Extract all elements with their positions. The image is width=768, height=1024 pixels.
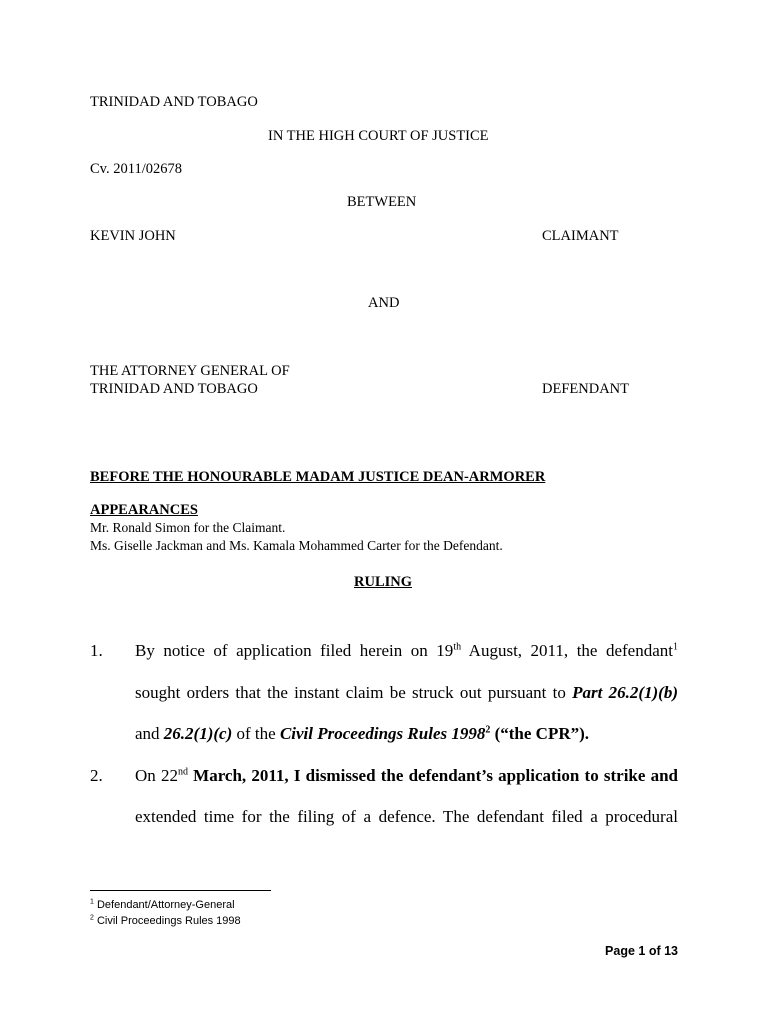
judge-heading: BEFORE THE HONOURABLE MADAM JUSTICE DEAN-ARMORER (90, 469, 546, 485)
ordinal-suffix: nd (177, 766, 188, 778)
text-run: August, 2011, the defendant (461, 641, 673, 660)
claimant-role: CLAIMANT (542, 228, 619, 244)
text-run: of the (232, 724, 280, 743)
text-run: and (135, 724, 164, 743)
footnote-1 (90, 898, 235, 912)
footnote-2 (90, 914, 241, 928)
defendant-name-line2: TRINIDAD AND TOBAGO (90, 381, 258, 397)
court-name: IN THE HIGH COURT OF JUSTICE (268, 128, 489, 144)
defendant-name-line1: THE ATTORNEY GENERAL OF (90, 363, 290, 379)
footnote-text: Defendant/Attorney-General (96, 899, 235, 911)
case-number: Cv. 2011/02678 (90, 161, 182, 177)
paragraph-2-line-1 (135, 765, 678, 787)
appearance-claimant: Mr. Ronald Simon for the Claimant. (90, 520, 286, 535)
claimant-name: KEVIN JOHN (90, 228, 176, 244)
paragraph-number: 1. (90, 641, 103, 660)
text-run: March, 2011, I dismissed the defendant’s application to strike and (187, 766, 679, 785)
paragraph-number: 2. (90, 766, 103, 785)
footnote-ref[interactable]: 2 (485, 724, 491, 736)
paragraph-1-line-2 (135, 682, 678, 704)
paragraph-1-line-1 (135, 640, 678, 662)
paragraph-2-line-2: extended time for the filing of a defence. The defendant filed a procedural (135, 807, 678, 826)
footnote-number: 2 (90, 914, 94, 922)
ordinal-suffix: th (453, 641, 462, 653)
paragraph-1-line-3 (135, 723, 678, 745)
text-run: (“the CPR”). (490, 724, 590, 743)
footnote-number: 1 (90, 898, 94, 906)
jurisdiction: TRINIDAD AND TOBAGO (90, 94, 258, 110)
text-run: sought orders that the instant claim be struck out pursuant to (135, 683, 573, 702)
appearances-heading: APPEARANCES (90, 502, 198, 518)
footnote-text: Civil Proceedings Rules 1998 (96, 915, 241, 927)
page-number: Page 1 of 13 (605, 944, 678, 958)
between-label: BETWEEN (347, 194, 417, 210)
appearance-defendant: Ms. Giselle Jackman and Ms. Kamala Mohammed Carter for the Defendant. (90, 538, 503, 553)
text-run: On 22 (135, 766, 178, 785)
rules-title: Civil Proceedings Rules 1998 (279, 724, 486, 743)
and-label: AND (368, 295, 400, 311)
text-run: By notice of application filed herein on 19 (135, 641, 454, 660)
rule-reference: 26.2(1)(c) (163, 724, 233, 743)
footnote-separator (90, 890, 271, 891)
rule-reference: Part 26.2(1)(b) (572, 683, 678, 702)
ruling-heading: RULING (354, 574, 413, 590)
footnote-ref[interactable]: 1 (673, 641, 678, 653)
defendant-role: DEFENDANT (542, 381, 629, 397)
